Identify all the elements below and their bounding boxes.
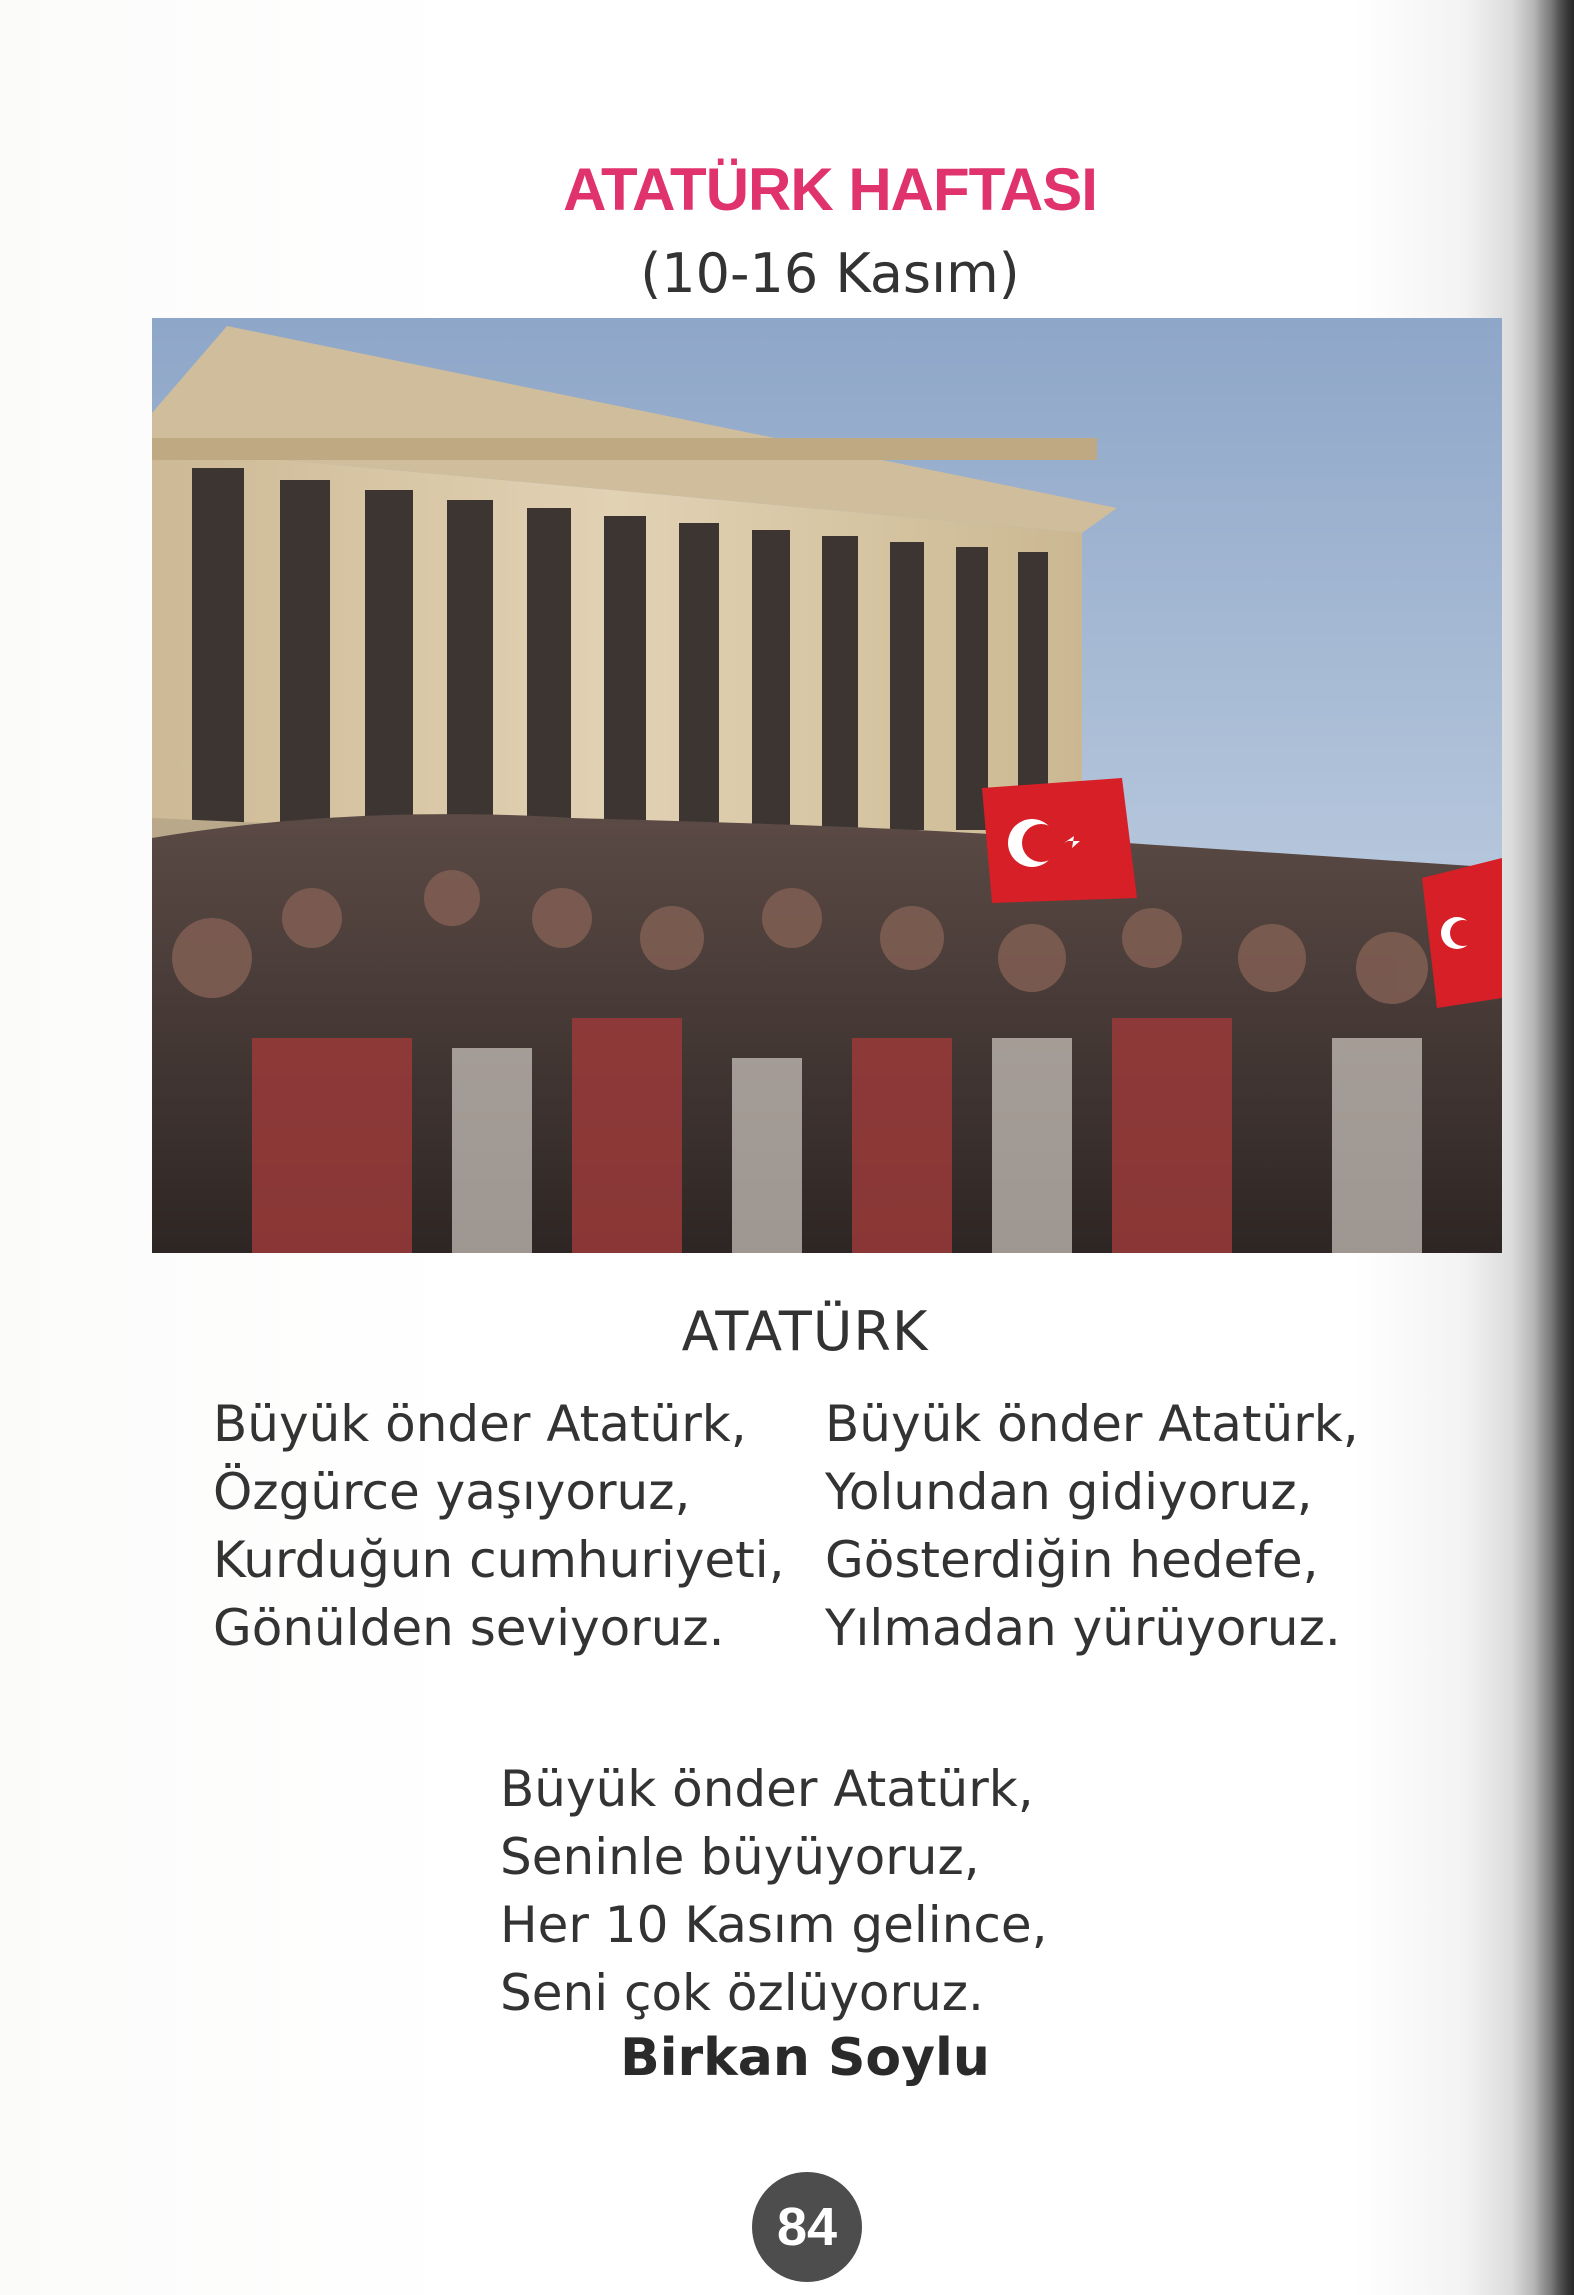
book-spine-shadow: [1534, 0, 1574, 2295]
poem-line: Yolundan gidiyoruz,: [825, 1463, 1313, 1521]
poem-title: ATATÜRK: [681, 1300, 929, 1363]
poem-stanza-2: [825, 1390, 1359, 1662]
poem-line: Her 10 Kasım gelince,: [500, 1896, 1048, 1954]
poem-line: Gösterdiğin hedefe,: [825, 1531, 1319, 1589]
page-subtitle: (10-16 Kasım): [640, 242, 1020, 305]
poem-stanza-3: [500, 1755, 1048, 2027]
poem-line: Büyük önder Atatürk,: [500, 1760, 1034, 1818]
photo-illustration: [152, 318, 1502, 1253]
poem-line: Büyük önder Atatürk,: [825, 1395, 1359, 1453]
page-number-badge: 84: [752, 2172, 862, 2282]
poem-line: Gönülden seviyoruz.: [213, 1599, 725, 1657]
poem-stanza-1: [213, 1390, 785, 1662]
poem-line: Yılmadan yürüyoruz.: [825, 1599, 1341, 1657]
poem-line: Büyük önder Atatürk,: [213, 1395, 747, 1453]
turkish-flag-icon: [982, 778, 1137, 903]
poem-line: Seni çok özlüyoruz.: [500, 1964, 984, 2022]
page-title: ATATÜRK HAFTASI: [563, 156, 1097, 223]
poem-author: Birkan Soylu: [620, 2028, 990, 2088]
anitkabir-photo: [152, 318, 1502, 1253]
poem-line: Seninle büyüyoruz,: [500, 1828, 980, 1886]
poem-line: Özgürce yaşıyoruz,: [213, 1463, 691, 1521]
poem-line: Kurduğun cumhuriyeti,: [213, 1531, 785, 1589]
